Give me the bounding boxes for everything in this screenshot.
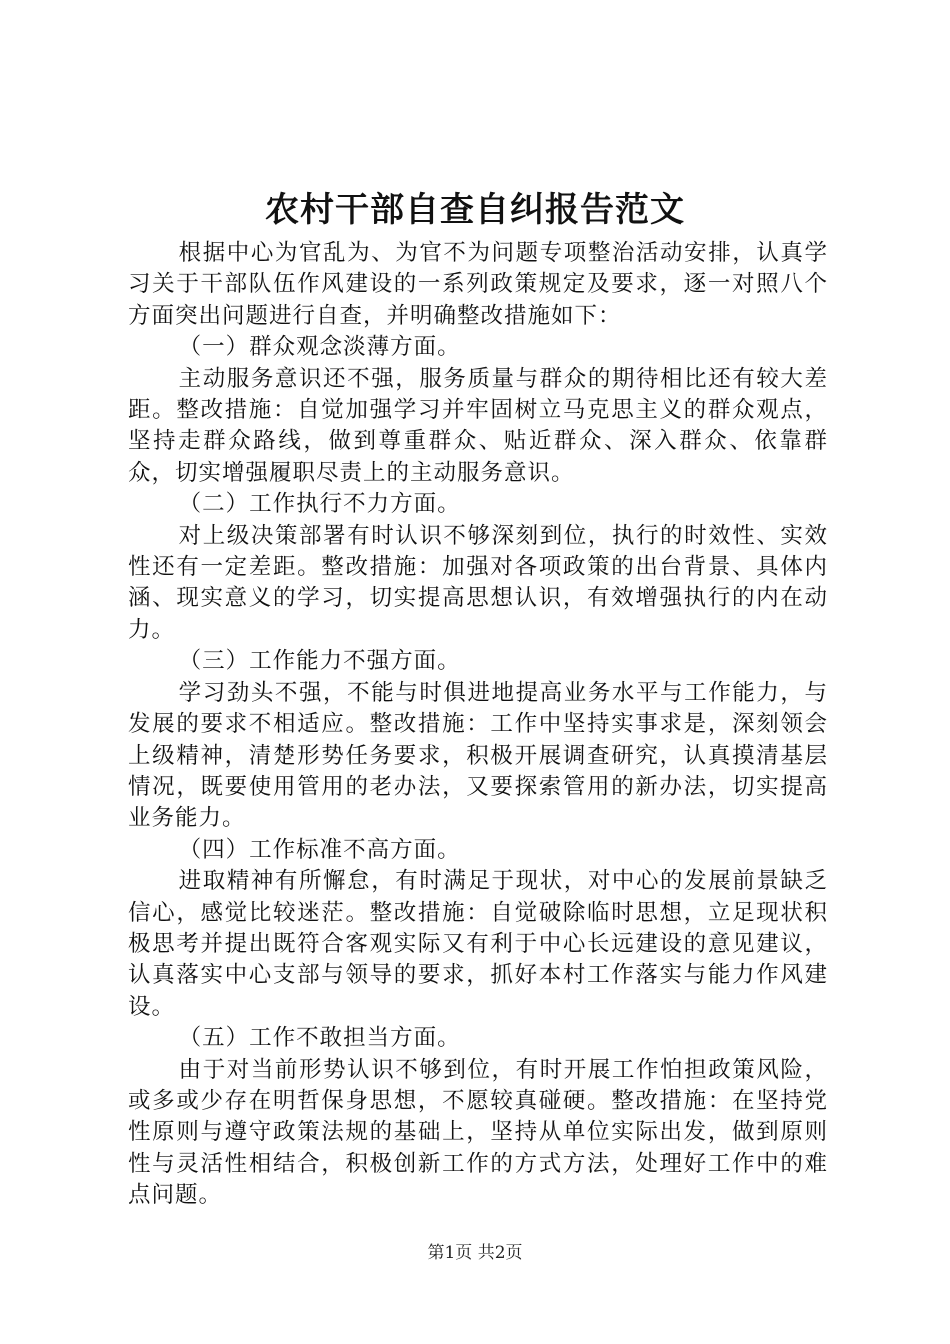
section-paragraph-3: 学习劲头不强，不能与时俱进地提高业务水平与工作能力，与发展的要求不相适应。整改措施：工作中坚持实事求是，深刻领会上级精神，清楚形势任务要求，积极开展调查研究，认真摸清基层情况，既要使用管用的老办法，又要探索管用的新办法，切实提高业务能力。 bbox=[128, 679, 828, 832]
page-number-footer: 第1页 共2页 bbox=[427, 1243, 523, 1263]
section-paragraph-5: 由于对当前形势认识不够到位，有时开展工作怕担政策风险，或多或少存在明哲保身思想，不愿较真碰硬。整改措施：在坚持党性原则与遵守政策法规的基础上，坚持从单位实际出发，做到原则性与灵活性相结合，积极创新工作的方式方法，处理好工作中的难点问题。 bbox=[128, 1056, 828, 1209]
section-paragraph-1: 主动服务意识还不强，服务质量与群众的期待相比还有较大差距。整改措施：自觉加强学习并牢固树立马克思主义的群众观点，坚持走群众路线，做到尊重群众、贴近群众、深入群众、依靠群众，切实增强履职尽责上的主动服务意识。 bbox=[128, 365, 828, 486]
section-heading-1: （一）群众观念淡薄方面。 bbox=[178, 334, 461, 361]
section-paragraph-2: 对上级决策部署有时认识不够深刻到位，执行的时效性、实效性还有一定差距。整改措施：加强对各项政策的出台背景、具体内涵、现实意义的学习，切实提高思想认识，有效增强执行的内在动力。 bbox=[128, 522, 828, 643]
document-title: 农村干部自查自纠报告范文 bbox=[265, 190, 685, 230]
document-body bbox=[128, 238, 828, 1212]
section-heading-3: （三）工作能力不强方面。 bbox=[178, 648, 461, 675]
intro-paragraph: 根据中心为官乱为、为官不为问题专项整治活动安排，认真学习关于干部队伍作风建设的一系列政策规定及要求，逐一对照八个方面突出问题进行自查，并明确整改措施如下： bbox=[128, 240, 828, 329]
section-heading-5: （五）工作不敢担当方面。 bbox=[178, 1025, 461, 1052]
section-heading-2: （二）工作执行不力方面。 bbox=[178, 491, 461, 518]
section-paragraph-4: 进取精神有所懈怠，有时满足于现状，对中心的发展前景缺乏信心，感觉比较迷茫。整改措施：自觉破除临时思想，立足现状积极思考并提出既符合客观实际又有利于中心长远建设的意见建议，认真落实中心支部与领导的要求，抓好本村工作落实与能力作风建设。 bbox=[128, 868, 828, 1020]
section-heading-4: （四）工作标准不高方面。 bbox=[178, 836, 461, 863]
